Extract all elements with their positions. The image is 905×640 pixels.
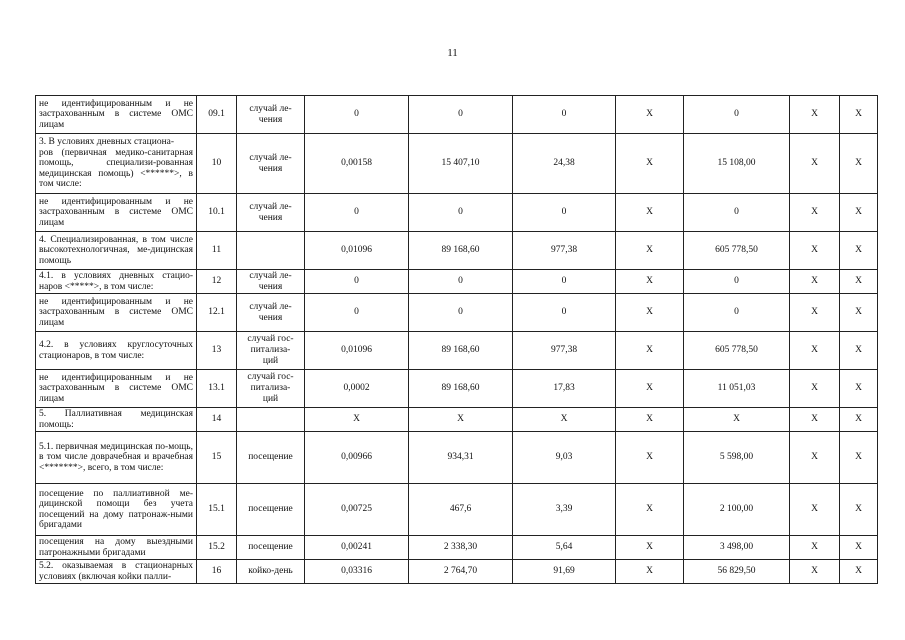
indicator-name-cell: 3. В условиях дневных стациона- ров (первичная медико-санитарная помощь, специализи-рованная медицинская помощь) <******>, в том числе: [36, 134, 197, 194]
oms-total-cell: X [840, 536, 878, 560]
cost-norm-budget-cell: 89 168,60 [409, 332, 513, 370]
per-capita-budget-cell: 9,03 [513, 432, 616, 484]
indicator-name-cell: посещения на дому выездными патронажными бригадами [36, 536, 197, 560]
table-row [36, 294, 878, 332]
cost-norm-oms-cell: X [616, 194, 684, 232]
per-capita-budget-cell: 0 [513, 96, 616, 134]
unit-cell: случай ле- чения [237, 294, 305, 332]
volume-norm-cell: 0,00158 [305, 134, 409, 194]
table-row [36, 536, 878, 560]
cost-norm-oms-cell: X [616, 484, 684, 536]
per-capita-oms-cell: 3 498,00 [684, 536, 790, 560]
budget-total-cell: X [790, 536, 840, 560]
unit-cell: случай гос- питализа- ций [237, 370, 305, 408]
unit-cell [237, 408, 305, 432]
table-row [36, 96, 878, 134]
volume-norm-cell: 0,00241 [305, 536, 409, 560]
per-capita-budget-cell: 91,69 [513, 560, 616, 584]
indicator-name-cell: не идентифицированным и не застрахованным в системе ОМС лицам [36, 194, 197, 232]
table-row [36, 232, 878, 270]
unit-cell: случай ле- чения [237, 134, 305, 194]
table-row [36, 370, 878, 408]
oms-total-cell: X [840, 370, 878, 408]
unit-cell: случай гос- питализа- ций [237, 332, 305, 370]
code-cell: 10.1 [197, 194, 237, 232]
oms-total-cell: X [840, 96, 878, 134]
per-capita-oms-cell: 605 778,50 [684, 332, 790, 370]
volume-norm-cell: 0 [305, 96, 409, 134]
per-capita-oms-cell: 0 [684, 294, 790, 332]
code-cell: 13 [197, 332, 237, 370]
cost-norm-budget-cell: 0 [409, 96, 513, 134]
cost-norm-budget-cell: 0 [409, 194, 513, 232]
indicator-name-cell: 4. Специализированная, в том числе высокотехнологичная, ме-дицинская помощь [36, 232, 197, 270]
per-capita-budget-cell: 3,39 [513, 484, 616, 536]
unit-cell: случай ле- чения [237, 270, 305, 294]
table-row [36, 484, 878, 536]
cost-norm-oms-cell: X [616, 270, 684, 294]
table-row [36, 560, 878, 584]
oms-total-cell: X [840, 232, 878, 270]
volume-norm-cell: 0 [305, 270, 409, 294]
cost-norm-oms-cell: X [616, 370, 684, 408]
cost-norm-budget-cell: 89 168,60 [409, 370, 513, 408]
oms-total-cell: X [840, 484, 878, 536]
oms-total-cell: X [840, 560, 878, 584]
indicator-name-cell: не идентифицированным и не застрахованным в системе ОМС лицам [36, 294, 197, 332]
per-capita-oms-cell: 5 598,00 [684, 432, 790, 484]
volume-norm-cell: 0,03316 [305, 560, 409, 584]
cost-norm-oms-cell: X [616, 536, 684, 560]
budget-total-cell: X [790, 232, 840, 270]
volume-norm-cell: 0 [305, 194, 409, 232]
indicator-name-cell: посещение по паллиативной ме-дицинской помощи без учета посещений на дому патронаж-ными бригадами [36, 484, 197, 536]
table-row [36, 332, 878, 370]
cost-norm-budget-cell: 0 [409, 270, 513, 294]
cost-norm-oms-cell: X [616, 408, 684, 432]
code-cell: 14 [197, 408, 237, 432]
indicator-name-cell: 5. Паллиативная медицинская помощь: [36, 408, 197, 432]
per-capita-budget-cell: 977,38 [513, 332, 616, 370]
indicator-name-cell: не идентифицированным и не застрахованным в системе ОМС лицам [36, 96, 197, 134]
unit-cell: посещение [237, 484, 305, 536]
indicator-name-cell: 4.1. в условиях дневных стацио-наров <*****>, в том числе: [36, 270, 197, 294]
cost-norm-budget-cell: 2 764,70 [409, 560, 513, 584]
table-row [36, 270, 878, 294]
indicator-name-cell: 4.2. в условиях круглосуточных стационаров, в том числе: [36, 332, 197, 370]
data-table [35, 95, 878, 584]
budget-total-cell: X [790, 484, 840, 536]
per-capita-budget-cell: 0 [513, 194, 616, 232]
budget-total-cell: X [790, 408, 840, 432]
volume-norm-cell: 0,01096 [305, 332, 409, 370]
page-number: 11 [447, 47, 458, 59]
budget-total-cell: X [790, 96, 840, 134]
unit-cell: случай ле- чения [237, 194, 305, 232]
cost-norm-oms-cell: X [616, 560, 684, 584]
code-cell: 12.1 [197, 294, 237, 332]
per-capita-oms-cell: 0 [684, 194, 790, 232]
volume-norm-cell: 0,01096 [305, 232, 409, 270]
code-cell: 10 [197, 134, 237, 194]
budget-total-cell: X [790, 560, 840, 584]
cost-norm-budget-cell: X [409, 408, 513, 432]
per-capita-budget-cell: 17,83 [513, 370, 616, 408]
budget-total-cell: X [790, 194, 840, 232]
per-capita-oms-cell: 11 051,03 [684, 370, 790, 408]
per-capita-budget-cell: 977,38 [513, 232, 616, 270]
oms-total-cell: X [840, 294, 878, 332]
volume-norm-cell: 0,00966 [305, 432, 409, 484]
per-capita-budget-cell: 24,38 [513, 134, 616, 194]
indicator-name-cell: 5.2. оказываемая в стационарных условиях (включая койки палли- [36, 560, 197, 584]
cost-norm-budget-cell: 0 [409, 294, 513, 332]
cost-norm-oms-cell: X [616, 134, 684, 194]
cost-norm-budget-cell: 15 407,10 [409, 134, 513, 194]
code-cell: 09.1 [197, 96, 237, 134]
per-capita-budget-cell: 0 [513, 270, 616, 294]
indicator-name-cell: 5.1. первичная медицинская по-мощь, в том числе доврачебная и врачебная <*******>, всего, в том числе: [36, 432, 197, 484]
unit-cell: посещение [237, 536, 305, 560]
per-capita-oms-cell: 605 778,50 [684, 232, 790, 270]
budget-total-cell: X [790, 332, 840, 370]
volume-norm-cell: 0,0002 [305, 370, 409, 408]
cost-norm-oms-cell: X [616, 294, 684, 332]
oms-total-cell: X [840, 194, 878, 232]
oms-total-cell: X [840, 332, 878, 370]
table-row [36, 194, 878, 232]
oms-total-cell: X [840, 270, 878, 294]
per-capita-oms-cell: X [684, 408, 790, 432]
unit-cell [237, 232, 305, 270]
code-cell: 16 [197, 560, 237, 584]
budget-total-cell: X [790, 370, 840, 408]
unit-cell: посещение [237, 432, 305, 484]
budget-total-cell: X [790, 134, 840, 194]
per-capita-oms-cell: 0 [684, 96, 790, 134]
per-capita-budget-cell: X [513, 408, 616, 432]
table-row [36, 432, 878, 484]
per-capita-budget-cell: 5,64 [513, 536, 616, 560]
cost-norm-budget-cell: 89 168,60 [409, 232, 513, 270]
unit-cell: случай ле- чения [237, 96, 305, 134]
budget-total-cell: X [790, 432, 840, 484]
cost-norm-oms-cell: X [616, 432, 684, 484]
oms-total-cell: X [840, 432, 878, 484]
cost-norm-budget-cell: 2 338,30 [409, 536, 513, 560]
cost-norm-budget-cell: 467,6 [409, 484, 513, 536]
per-capita-oms-cell: 0 [684, 270, 790, 294]
budget-total-cell: X [790, 270, 840, 294]
oms-total-cell: X [840, 134, 878, 194]
code-cell: 13.1 [197, 370, 237, 408]
code-cell: 15 [197, 432, 237, 484]
volume-norm-cell: 0 [305, 294, 409, 332]
unit-cell: койко-день [237, 560, 305, 584]
code-cell: 15.2 [197, 536, 237, 560]
volume-norm-cell: 0,00725 [305, 484, 409, 536]
cost-norm-budget-cell: 934,31 [409, 432, 513, 484]
oms-total-cell: X [840, 408, 878, 432]
per-capita-budget-cell: 0 [513, 294, 616, 332]
cost-norm-oms-cell: X [616, 332, 684, 370]
table-row [36, 134, 878, 194]
code-cell: 11 [197, 232, 237, 270]
per-capita-oms-cell: 2 100,00 [684, 484, 790, 536]
table-row [36, 408, 878, 432]
per-capita-oms-cell: 15 108,00 [684, 134, 790, 194]
code-cell: 12 [197, 270, 237, 294]
indicator-name-cell: не идентифицированным и не застрахованным в системе ОМС лицам [36, 370, 197, 408]
per-capita-oms-cell: 56 829,50 [684, 560, 790, 584]
cost-norm-oms-cell: X [616, 232, 684, 270]
volume-norm-cell: X [305, 408, 409, 432]
cost-norm-oms-cell: X [616, 96, 684, 134]
budget-total-cell: X [790, 294, 840, 332]
code-cell: 15.1 [197, 484, 237, 536]
